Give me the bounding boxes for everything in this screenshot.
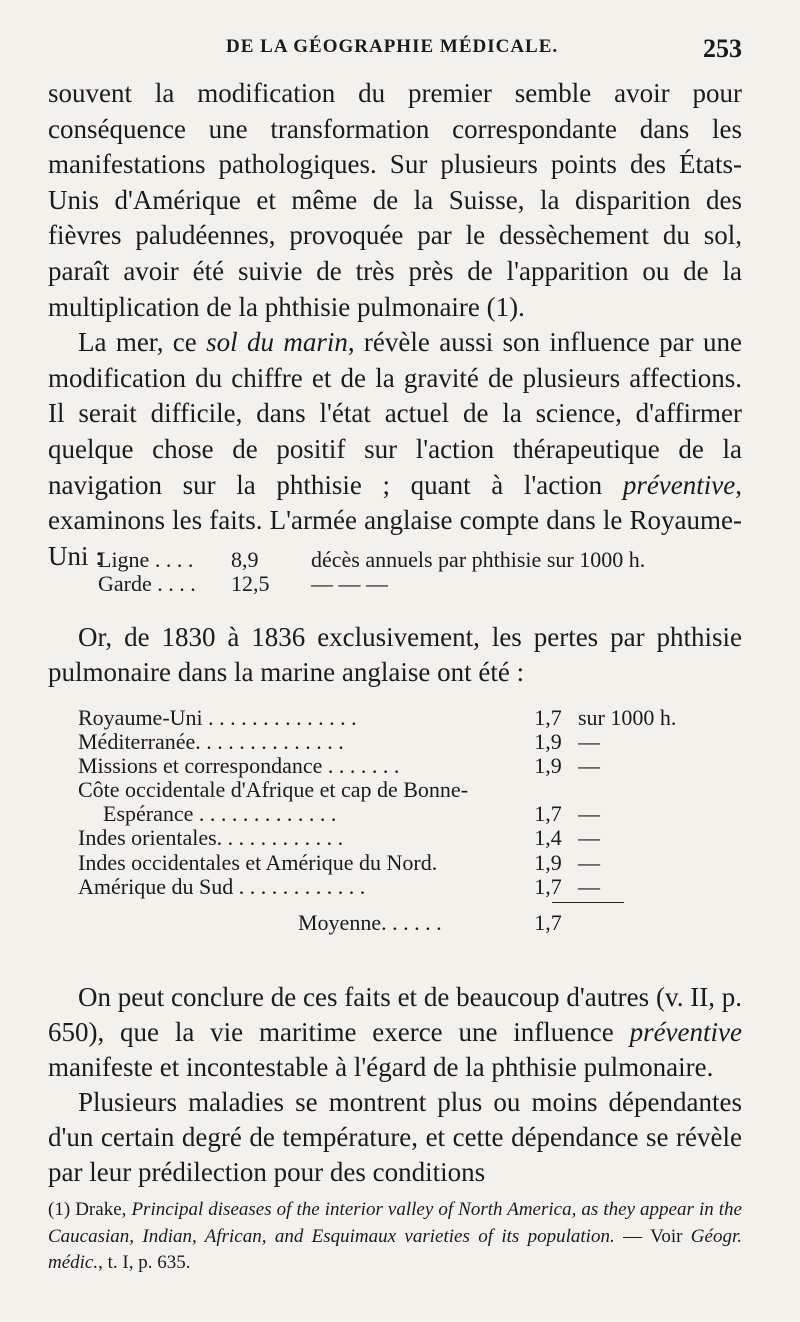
paragraph-1: souvent la modification du premier semble avoir pour conséquence une transformation correspondante dans les manifestations pathologiques. Sur plusieurs points des États-Unis d'Amérique et même de la Suisse, la disparition des fièvres paludéennes, provoquée par le dessèchement du sol, paraît avoir été suivie de très près de l'apparition ou de la multiplication de la phthisie pulmonaire (1). (48, 78, 742, 322)
footnote-italic-b: Géogr. médic. (48, 1225, 742, 1273)
paragraph-4-italic: préventive (629, 1017, 742, 1047)
row-label: Indes orientales. . . . . . . . . . . . (78, 826, 344, 851)
table-row (78, 754, 738, 778)
navy-phthisis-table (78, 706, 738, 935)
paragraph-3: Or, de 1830 à 1836 exclusivement, les pertes par phthisie pulmonaire dans la marine anglaise ont été : (48, 622, 742, 687)
table-row (78, 802, 738, 826)
table-row (78, 851, 738, 875)
row-value: 1,7 (534, 705, 562, 730)
paragraph-4 (48, 980, 742, 1085)
row-label: Royaume-Uni . . . . . . . . . . . . . . (78, 706, 357, 730)
row-label: Ligne . . . . (98, 547, 194, 572)
row-value: 1,9 (534, 729, 562, 755)
paragraph-4-text-a: On peut conclure de ces faits et de beaucoup d'autres (v. II, p. 650), que la vie maritime exerce une influence (48, 982, 742, 1047)
row-value: 8,9 (231, 547, 259, 572)
row-unit: — (578, 729, 600, 755)
table-row (78, 826, 738, 850)
body-text-middle (48, 620, 742, 690)
table-row (98, 572, 738, 596)
footnote-text-c: , t. I, p. 635. (98, 1252, 191, 1273)
row-value: 1,9 (534, 849, 562, 875)
paragraph-4-text-b: manifeste et incontestable à l'égard de la phthisie pulmonaire. (48, 1052, 714, 1082)
row-value: 12,5 (231, 571, 270, 596)
paragraph-2-text-a: La mer, ce (78, 327, 207, 358)
row-unit: — (578, 825, 600, 851)
row-value: 1,4 (534, 825, 562, 851)
row-label: Côte occidentale d'Afrique et cap de Bonne- (78, 777, 469, 803)
paragraph-2 (48, 325, 742, 574)
row-unit: — (578, 849, 600, 875)
body-text-top (48, 76, 742, 574)
row-unit: — (578, 801, 600, 827)
row-value: 1,9 (534, 753, 562, 779)
table-row (78, 706, 738, 730)
row-description: — — — (311, 571, 388, 596)
row-label: Méditerranée. . . . . . . . . . . . . . (78, 730, 344, 755)
page-number: 253 (703, 34, 742, 63)
average-value: 1,7 (534, 909, 562, 935)
table-row (98, 548, 738, 572)
footnote-text-a: (1) Drake, (48, 1199, 132, 1220)
row-label: Garde . . . . (98, 571, 196, 596)
sum-rule (552, 902, 624, 903)
row-label: Amérique du Sud . . . . . . . . . . . . (78, 874, 366, 899)
average-row (78, 911, 738, 935)
row-description: décès annuels par phthisie sur 1000 h. (311, 547, 646, 572)
table-row (78, 778, 738, 802)
footnote-text-b: — Voir (614, 1225, 691, 1247)
army-phthisis-table (98, 548, 738, 596)
paragraph-2-text-b: , révèle aussi son influence par une modification du chiffre et de la gravité de plusieurs affections. Il serait difficile, dans l'état actuel de la science, d'affirmer quelque chose de positif sur l'action thérapeutique de la navigation sur la phthisie ; quant à l'action (48, 327, 742, 500)
footnote-italic-a: Principal diseases of the interior valley of North America, as they appear in the Caucasian, Indian, African, and Esquimaux varieties of its population. (48, 1199, 742, 1247)
row-label: Indes occidentales et Amérique du Nord. (78, 850, 438, 875)
paragraph-2-italic-b: préventive (622, 469, 736, 500)
row-unit: — (578, 873, 600, 899)
row-value: 1,7 (534, 801, 562, 827)
row-unit: — (578, 753, 600, 779)
running-title: DE LA GÉOGRAPHIE MÉDICALE. (226, 36, 559, 57)
body-text-bottom (48, 980, 742, 1190)
table-row (78, 875, 738, 899)
paragraph-5: Plusieurs maladies se montrent plus ou moins dépendantes d'un certain degré de température, et cette dépendance se révèle par leur prédilection pour des conditions (48, 1087, 742, 1187)
table-row (78, 730, 738, 754)
paragraph-2-text-c: , examinons les faits. L'armée anglaise compte dans le Royaume-Uni : (48, 469, 742, 571)
row-label: Missions et correspondance . . . . . . . (78, 754, 400, 779)
paragraph-2-italic-a: sol du marin (206, 327, 348, 358)
footnote (48, 1197, 742, 1277)
row-label: Espérance . . . . . . . . . . . . . (103, 802, 337, 827)
page-header (48, 34, 742, 66)
row-unit: sur 1000 h. (578, 705, 677, 730)
row-value: 1,7 (534, 873, 562, 899)
average-label: Moyenne. . . . . . (298, 909, 442, 935)
